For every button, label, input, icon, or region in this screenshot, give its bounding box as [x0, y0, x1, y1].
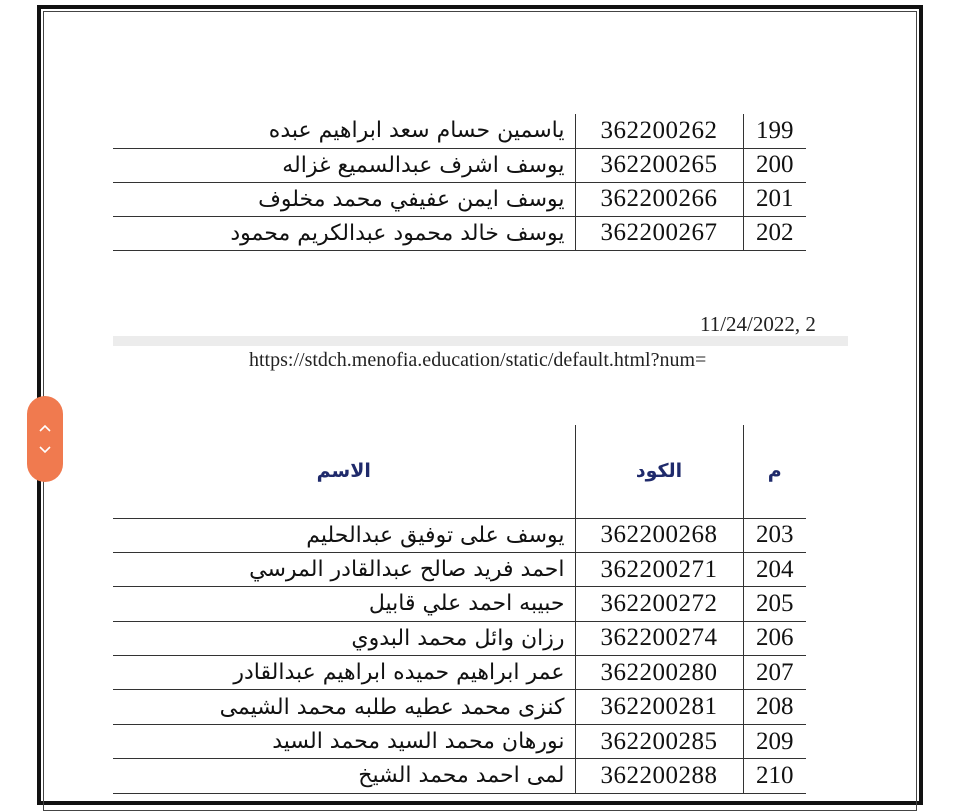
student-table-continued	[113, 114, 806, 251]
row-number: 207	[743, 656, 806, 690]
header-code: الكود	[575, 425, 743, 518]
student-name: يوسف خالد محمود عبدالكريم محمود	[113, 216, 575, 250]
row-number: 206	[743, 621, 806, 655]
row-number: 204	[743, 552, 806, 586]
student-code: 362200280	[575, 656, 743, 690]
student-table	[113, 425, 806, 794]
student-name: يوسف اشرف عبدالسميع غزاله	[113, 148, 575, 182]
table-row	[113, 724, 806, 758]
student-code: 362200268	[575, 518, 743, 552]
student-code: 362200272	[575, 587, 743, 621]
student-code: 362200288	[575, 759, 743, 793]
table-row	[113, 587, 806, 621]
table-row	[113, 656, 806, 690]
student-code: 362200267	[575, 216, 743, 250]
table-row	[113, 114, 806, 148]
page-nav-pill[interactable]	[27, 396, 63, 482]
table-row	[113, 148, 806, 182]
student-name: احمد فريد صالح عبدالقادر المرسي	[113, 552, 575, 586]
row-number: 201	[743, 182, 806, 216]
student-code: 362200274	[575, 621, 743, 655]
header-number: م	[743, 425, 806, 518]
student-code: 362200285	[575, 724, 743, 758]
student-code: 362200265	[575, 148, 743, 182]
header-name: الاسم	[113, 425, 575, 518]
student-name: يوسف على توفيق عبدالحليم	[113, 518, 575, 552]
row-number: 210	[743, 759, 806, 793]
row-number: 199	[743, 114, 806, 148]
print-date: 11/24/2022, 2	[700, 312, 816, 336]
table-header-row	[113, 425, 806, 518]
row-number: 208	[743, 690, 806, 724]
student-code: 362200281	[575, 690, 743, 724]
student-code: 362200271	[575, 552, 743, 586]
student-name: يوسف ايمن عفيفي محمد مخلوف	[113, 182, 575, 216]
row-number: 200	[743, 148, 806, 182]
table-row	[113, 552, 806, 586]
student-code: 362200266	[575, 182, 743, 216]
table-row	[113, 182, 806, 216]
student-name: كنزى محمد عطيه طلبه محمد الشيمى	[113, 690, 575, 724]
table-row	[113, 216, 806, 250]
row-number: 202	[743, 216, 806, 250]
print-url: https://stdch.menofia.education/static/default.html?num=	[249, 349, 707, 371]
row-number: 205	[743, 587, 806, 621]
page-break	[113, 336, 848, 346]
student-name: ياسمين حسام سعد ابراهيم عبده	[113, 114, 575, 148]
student-code: 362200262	[575, 114, 743, 148]
student-name: رزان وائل محمد البدوي	[113, 621, 575, 655]
chevron-up-icon[interactable]	[39, 424, 51, 432]
row-number: 209	[743, 724, 806, 758]
table-row	[113, 621, 806, 655]
table-row	[113, 759, 806, 793]
student-name: نورهان محمد السيد محمد السيد	[113, 724, 575, 758]
row-number: 203	[743, 518, 806, 552]
student-name: لمى احمد محمد الشيخ	[113, 759, 575, 793]
student-name: حبيبه احمد علي قابيل	[113, 587, 575, 621]
table-row	[113, 690, 806, 724]
student-name: عمر ابراهيم حميده ابراهيم عبدالقادر	[113, 656, 575, 690]
chevron-down-icon[interactable]	[39, 446, 51, 454]
table-row	[113, 518, 806, 552]
